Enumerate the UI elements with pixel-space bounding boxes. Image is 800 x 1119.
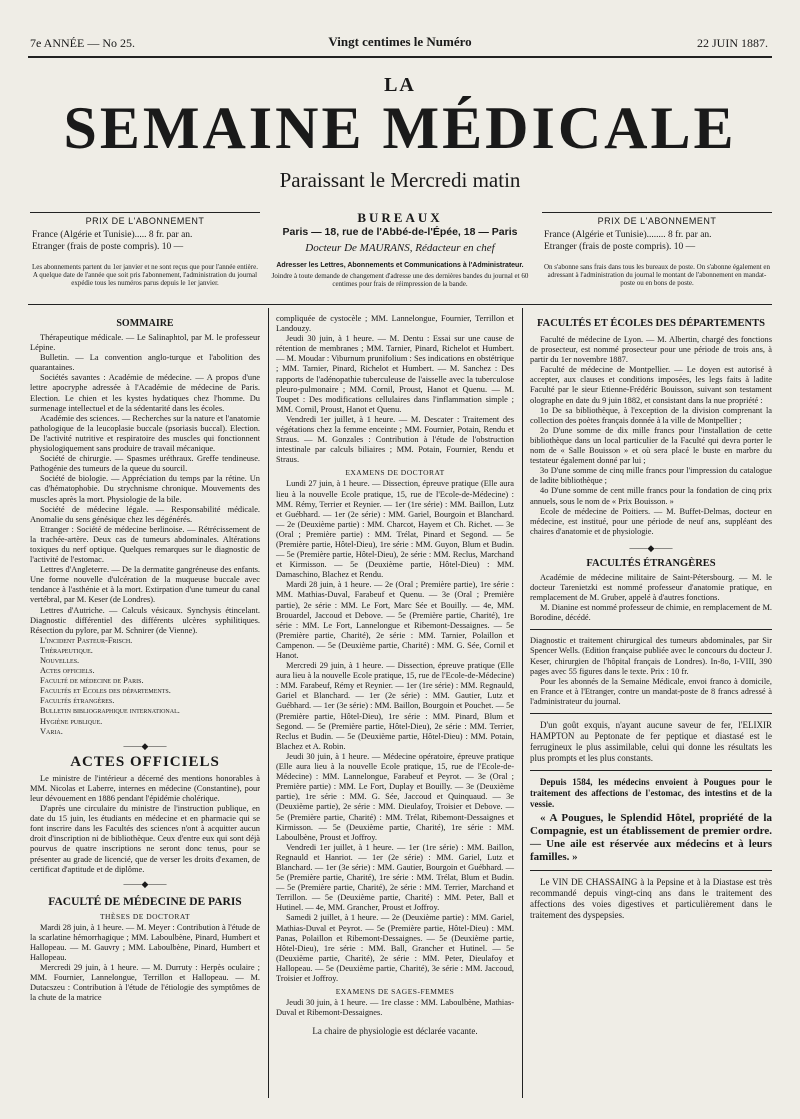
facultes-paragraph: 2o D'une somme de dix mille francs pour l'installation de cette bibliothèque dans un local particulier de la Faculté qui devra porter le nom de « Salle Bouisson » et où sera placé le buste en marbre du testateur également donné par lui ; [530,425,772,466]
ad-divider [530,870,772,871]
bureaux-note1: Adresser les Lettres, Abonnements et Communications à l'Administrateur. [276,262,524,269]
book-advert: Diagnostic et traitement chirurgical des tumeurs abdominales, par Sir Spencer Wells. (Edition française publiée avec le concours du docteur J. Keser, chirurgien de l'hôpital français de Londres). In-8o, I-VIII, 390 pages avec 55 figures dans le texte. Prix : 10 fr. [530,636,772,676]
issue-number: 7e ANNÉE — No 25. [30,36,135,50]
ad-divider [530,770,772,771]
right-subscription-line1: France (Algérie et Tunisie)........ 8 fr. par an. [544,230,712,240]
column-middle [276,314,514,1036]
sommaire-item: Bulletin. — La convention anglo-turque et l'abolition des quarantaines. [30,353,260,373]
content-top-rule [28,304,772,305]
sommaire-item: Thérapeutique. [40,645,93,655]
exam-paragraph: Jeudi 30 juin, à 1 heure. — 1re classe : MM. Laboulbène, Mathias-Duval et Ribemont-Dessaignes. [276,998,514,1018]
exam-paragraph: Samedi 2 juillet, à 1 heure. — 2e (Deuxième partie) : MM. Gariel, Mathias-Duval et Peyrot. — 5e (Première partie, Hôtel-Dieu) : MM. Panas, Polaillon et Ribemont-Dessaignes. — 5e (Deuxième partie, Hôtel-Dieu), 1re série : MM. Ball, Grancher et Hutinel. — 5e (Deuxième partie, Charité), 2e série : MM. Peter, Dieulafoy et Hallopeau. — 5e (Deuxième partie, Charité), 3e série : MM. Jaccoud, Troisier et Joffroy. [276,913,514,983]
sommaire-item: Académie des sciences. — Recherches sur la nature et l'anatomie pathologique de la leucoplasie buccale (psoriasis buccal). Election. De l'activité nutritive et respiratoire des muscles qui fonctionnent physiologiquement sans produire de travail mécanique. [30,413,260,454]
exam-paragraph: Vendredi 1er juillet, à 1 heure. — 1er (1re série) : MM. Baillon, Regnauld et Hanriot. — 1er (2e série) : MM. Gariel, Lutz et Blanchard. — 1er (3e série) : MM. Gautier, Bourgoin et Guébhard. — 5e (Première partie, Charité), 1re série : MM. Trélat, Blum et Budin. — 5e (Première partie, Charité), 2e série : MM. Terrier, Marchand et Terrillon. — 5e (Deuxième partie, Charité) : MM. Peter, Ball et Hutinel. — 4e, MM. Grancher, Proust et Joffroy. [276,842,514,913]
right-box-rule [542,212,772,213]
bureaux-heading: BUREAUX [357,210,443,225]
actes-paragraph: D'après une circulaire du ministre de l'instruction publique, en date du 15 juin, les étudiants en médecine et en pharmacie qui se font inscrire dans les Facultés des sciences n'ont à acquitter aucun droit d'inscription ni de bibliothèque. Ceux d'entre eux qui sont déjà pourvus de quatre inscriptions ne seront donc tenus, pour se présenter au grade de licencié, que de verser les droits d'examen, de certificat d'aptitude et de diplôme. [30,804,260,874]
sommaire-item: Société de chirurgie. — Spasmes uréthraux. Greffe tendineuse. Pathogénie des tumeurs de la queue du sourcil. [30,454,260,474]
faculte-paris-heading: FACULTÉ DE MÉDECINE DE PARIS [48,895,242,908]
pougues-hotel-advert: « A Pougues, le Splendid Hôtel, propriété de la Compagnie, est un établissement de premier ordre. — Une aile est réservée aux médecins et à leurs familles. » [530,812,772,863]
sommaire-item: Lettres d'Autriche. — Calculs vésicaux. Synchysis étincelant. Diagnostic différentiel des différents ulcères syphilitiques. Résection du pylore, par M. Schnirer (de Vienne). [30,605,260,635]
left-box-rule [30,212,260,213]
ad-divider [530,713,772,714]
left-subscription-line1: France (Algérie et Tunisie)..... 8 fr. par an. [32,230,193,240]
sommaire-list [30,333,260,737]
sommaire-item: Sociétés savantes : Académie de médecine. — A propos d'une lettre apocryphe adressée à l'Académie de médecine de Paris. Election. Le chien et les kystes hydatiques chez l'homme. Du surmenage intellectuel et de la sédentarité dans les écoles. [30,373,260,413]
theses-subheading: THÈSES DE DOCTORAT [99,911,191,921]
sommaire-item: Facultés et Ecoles des départements. [40,686,171,696]
sommaire-item: Hygiène publique. [40,716,103,726]
column-divider-1 [268,308,269,1098]
sommaire-item: Lettres d'Angleterre. — De la dermatite gangréneuse des enfants. Une forme nouvelle d'ulcération de la muqueuse buccale avec tendance à l'asthénie et à la mort. Extirpation d'une tumeur du canal vertébral, par M. Keser (de Londres). [30,565,260,605]
actes-heading: ACTES OFFICIELS [70,753,220,770]
issue-date: 22 JUIN 1887. [697,36,768,50]
right-subscription-heading: PRIX DE L'ABONNEMENT [597,216,717,226]
bureaux-note2: Joindre à toute demande de changement d'adresse une des dernières bandes du journal et 60 centimes pour frais de réimpression de la bande. [271,272,529,288]
sommaire-item: L'incident Pasteur-Frisch. [40,635,133,645]
exam-paragraph: Mardi 28 juin, à 1 heure. — 2e (Oral ; Première partie), 1re série : MM. Mathias-Duval, Farabeuf et Quenu. — 3e (Oral ; Première partie), 2e série : MM. Le Fort, Marc Sée et Bouilly. — 4e, MM. Brouardel, Jaccoud et Debove. — 5e (Première partie, Charité), 1re série : MM. Le Fort, Lannelongue et Ribemont-Dessaignes. — 5e (Première partie, Charité), 2e série : MM. Tarnier, Polaillon et Campenon. — 5e (Deuxième partie, Charité) : MM. G. Sée, Cornil et Hanot. [276,580,514,660]
exam-paragraph: Jeudi 30 juin, à 1 heure. — M. Dentu : Essai sur une cause de rétention de membranes ; MM. Tarnier, Pinard, Richelot et Humbert. — M. Moudar : Viburnum prunifolium : Ses indications en obstétrique ; MM. Tarnier, Pinard, Richelot et Humbert. — M. Sanchez : Des rapports de l'adénopathie tuberculeuse de l'aisselle avec la tuberculose pleuro-pulmonaire ; MM. Cornil, Proust, Hanot et Quenu. — M. Toupet : Des modifications cellulaires dans l'inflammation simple ; MM. Cornil, Proust, Hanot et Quenu. [276,334,514,414]
masthead-title: SEMAINE MÉDICALE [63,95,737,161]
facultes-paragraph: 1o De sa bibliothèque, à l'exception de la division comprenant la collection des poètes français donnée à la ville de Montpellier ; [530,405,772,425]
facultes-paragraph: Faculté de médecine de Montpellier. — Le doyen est autorisé à accepter, aux clauses et conditions imposées, les legs faits à ladite Faculté par le sieur Etienne-Frédéric Bouisson, suivant son testament olographe en date du 9 juin 1882, et consistant dans la nue propriété : [530,365,772,405]
sommaire-item: Etranger : Société de médecine berlinoise. — Rétrécissement de la trachée-artère. Deux cas de tumeurs abdominales. Altérations toxiques du nerf optique. Quelques remarques sur le diagnostic de l'activité de l'estomac. [30,524,260,565]
actes-paragraph: Le ministre de l'intérieur a décerné des mentions honorables à MM. Nicolas et Laberre, internes en médecine (Constantine), pour leur dévouement en 1886 pendant l'épidémie cholérique. [30,773,260,803]
sommaire-item: Thérapeutique médicale. — Le Salinaphtol, par M. le professeur Lépine. [30,333,260,353]
ornament-divider: ——◆—— [123,740,167,751]
column-left [30,318,260,1003]
header-rule [28,56,772,58]
facultes-paragraph: 3o D'une somme de cinq mille francs pour l'impression du catalogue de ladite bibliothèque ; [530,466,772,486]
ad-divider [530,629,772,630]
issue-price: Vingt centimes le Numéro [328,34,472,49]
sommaire-item: Bulletin bibliographique international. [40,706,180,716]
bureaux-editor: Docteur De MAURANS, Rédacteur en chef [305,242,495,254]
pougues-advert: Depuis 1584, les médecins envoient à Pougues pour le traitement des affections de l'estomac, des intestins et de la vessie. [530,777,772,809]
etrangeres-paragraph: M. Dianine est nommé professeur de chimie, en remplacement de M. Borodine, décédé. [530,603,772,623]
exam-paragraph: Vendredi 1er juillet, à 1 heure. — M. Descater : Traitement des végétations chez la femme enceinte ; MM. Fournier, Potain, Rendu et Straus. — M. Gonzales : Contribution à l'étude de l'obstruction intestinale par calculs biliaires ; MM. Potain, Fournier, Rendu et Straus. [276,414,514,465]
sommaire-item: Facultés étrangères. [40,696,115,706]
theses-paragraph: Mardi 28 juin, à 1 heure. — M. Meyer : Contribution à l'étude de la scarlatine hémorrhagique ; MM. Laboulbène, Pinard, Humbert et Hallopeau. — M. Gauvry ; MM. Laboulbène, Pinard, Humbert et Hallopeau. [30,922,260,962]
sommaire-item: Actes officiels. [40,666,95,676]
sommaire-item: Varia. [40,726,63,736]
facultes-paragraph: 4o D'une somme de cent mille francs pour la fondation de cinq prix annuels, sous le nom de « Prix Bouisson. » [530,486,772,506]
facultes-etrangeres-heading: FACULTÉS ÉTRANGÈRES [586,557,716,569]
sommaire-item: Société de médecine légale. — Responsabilité médicale. Anomalie du sens génésique chez les dégénérés. [30,504,260,524]
sommaire-item: Société de biologie. — Appréciation du temps par la rétine. Un cas d'hématophobie. Du strychnisme chronique. Mouvements des muscles après la mort. Physiologie de la bile. [30,474,260,504]
elixir-hampton-advert: D'un goût exquis, n'ayant aucune saveur de fer, l'ELIXIR HAMPTON au Peptonate de fer peptique et diastasé est le ferrugineux le plus assimilable, celui qui donne les résultats les plus prompts et les plus constants. [530,720,772,763]
left-subscription-note: Les abonnements partent du 1er janvier et ne sont reçus que pour l'année entière. A quelque date de l'année que soit pris l'abonnement, l'administration du journal expédie tous les numéros parus depuis le 1er janvier. [32,263,258,287]
theses-paragraph: Mercredi 29 juin, à 1 heure. — M. Durruty : Herpès oculaire ; MM. Fournier, Lannelongue, Terrillon et Hallopeau. — M. Dutacszeu : Contribution à l'étude de l'étiologie des symptômes de la chute de la matrice [30,963,260,1003]
column-right [530,318,772,921]
chaire-notice: La chaire de physiologie est déclarée vacante. [312,1026,478,1037]
left-subscription-line2: Etranger (frais de poste compris). 10 — [32,242,184,252]
examens-doctorat-subheading: EXAMENS DE DOCTORAT [345,468,445,478]
facultes-paragraph: Faculté de médecine de Lyon. — M. Albertin, chargé des fonctions de prosecteur, est nommé prosecteur pour une période de trois ans, à partir du 1er novembre 1887. [530,335,772,365]
sages-femmes-subheading: EXAMENS DE SAGES-FEMMES [335,987,455,997]
exam-paragraph: Mercredi 29 juin, à 1 heure. — Dissection, épreuve pratique (Elle aura lieu à la nouvelle Ecole pratique, 15, rue de l'Ecole-de-Médecine) : MM. Farabeuf, Rémy et Reynier. — 1er (1re série) : MM. Regnauld, Gariel et Blanchard. — 1er (2e série) : MM. Gautier, Lutz et Guébhard. — 1er (3e série) : MM. Baillon, Bourgoin et Pouchet. — 5e (Première partie, Hôtel-Dieu), 1re série : MM. Pinard, Blum et Segond. — 5e (Première partie, Hôtel-Dieu), 2e série : MM. Terrier, Reclus et Budin. — 5e (Deuxième partie, Hôtel-Dieu) : MM. Potain, Blachez et A. Robin. [276,661,514,751]
facultes-paragraph: Ecole de médecine de Poitiers. — M. Buffet-Delmas, docteur en médecine, est institué, pour une période de neuf ans, suppléant des chaires d'anatomie et de physiologie. [530,506,772,536]
masthead-subtitle: Paraissant le Mercredi matin [279,168,521,192]
vin-chassaing-advert: Le VIN DE CHASSAING à la Pepsine et à la Diastase est très recommandé depuis vingt-cinq ans dans le traitement des affections des voies digestives et particulièrement dans le traitement des dyspepsies. [530,877,772,920]
sommaire-heading: SOMMAIRE [116,318,174,329]
sommaire-item: Faculté de médecine de Paris. [40,676,144,686]
book-advert-subscribers: Pour les abonnés de la Semaine Médicale, envoi franco à domicile, en France et à l'Etranger, contre un mandat-poste de 8 francs adressé à l'administrateur du journal. [530,676,772,706]
ornament-divider: ——◆—— [123,878,167,889]
facultes-departements-heading: FACULTÉS ET ÉCOLES DES DÉPARTEMENTS [537,318,765,329]
right-subscription-line2: Etranger (frais de poste compris). 10 — [544,242,696,252]
exam-paragraph: compliquée de cystocèle ; MM. Lannelongue, Fournier, Terrillon et Landouzy. [276,314,514,334]
bureaux-address: Paris — 18, rue de l'Abbé-de-l'Épée, 18 — Paris [282,226,518,238]
etrangeres-paragraph: Académie de médecine militaire de Saint-Pétersbourg. — M. le docteur Tarenietzki est nommé professeur d'anatomie pratique, en remplacement de M. Gruber, appelé à d'autres fonctions. [530,572,772,603]
right-subscription-note: On s'abonne sans frais dans tous les bureaux de poste. On s'abonne également en adressant à l'administration du journal le montant de l'abonnement en mandat-poste ou en bons de poste. [543,263,771,287]
ornament-divider: ——◆—— [629,542,673,553]
exam-paragraph: Jeudi 30 juin, à 1 heure. — Médecine opératoire, épreuve pratique (Elle aura lieu à la nouvelle Ecole pratique, 15, rue de l'Ecole-de-Médecine) : MM. Lannelongue, Farabeuf et Peyrot. — 3e (Oral ; Première partie) : MM. Le Fort, Duplay et Bouilly. — 3e (Deuxième partie), 1re série : MM. G. Sée, Jaccoud et Quinquaud. — 3e (Deuxième partie), 2e série : MM. Dieulafoy, Troisier et Debove. — 5e (Première partie, Charité) : MM. Trélat, Ribemont-Dessaignes et Kirmisson. — 5e (Deuxième partie, Charité), 1re série : MM. Laboulbène, Proust et Joffroy. [276,751,514,842]
sommaire-item: Nouvelles. [40,656,80,665]
masthead-la: LA [384,74,416,96]
exam-paragraph: Lundi 27 juin, à 1 heure. — Dissection, épreuve pratique (Elle aura lieu à la nouvelle Ecole pratique, 15, rue de l'Ecole-de-Médecine) : MM. Rémy, Terrier et Reynier. — 1er (1re série) : MM. Baillon, Lutz et Guébhard. — 1er (2e série) : MM. Gariel, Bourgoin et Blanchard. — 2e (Deuxième partie) : MM. Charcot, Hayem et Ch. Richet. — 3e (Oral ; Première partie) : MM. Trélat, Pinard et Segond. — 5e (Première partie, Hôtel-Dieu), 1re série : MM. Guyon, Blum et Budin. — 5e (Première partie, Hôtel-Dieu), 2e série : MM. Reclus, Marchand et Kirmisson. — 5e (Deuxième partie, Hôtel-Dieu) : MM. Damaschino, Blachez et Rendu. [276,479,514,580]
left-subscription-heading: PRIX DE L'ABONNEMENT [85,216,205,226]
column-divider-2 [522,308,523,1098]
